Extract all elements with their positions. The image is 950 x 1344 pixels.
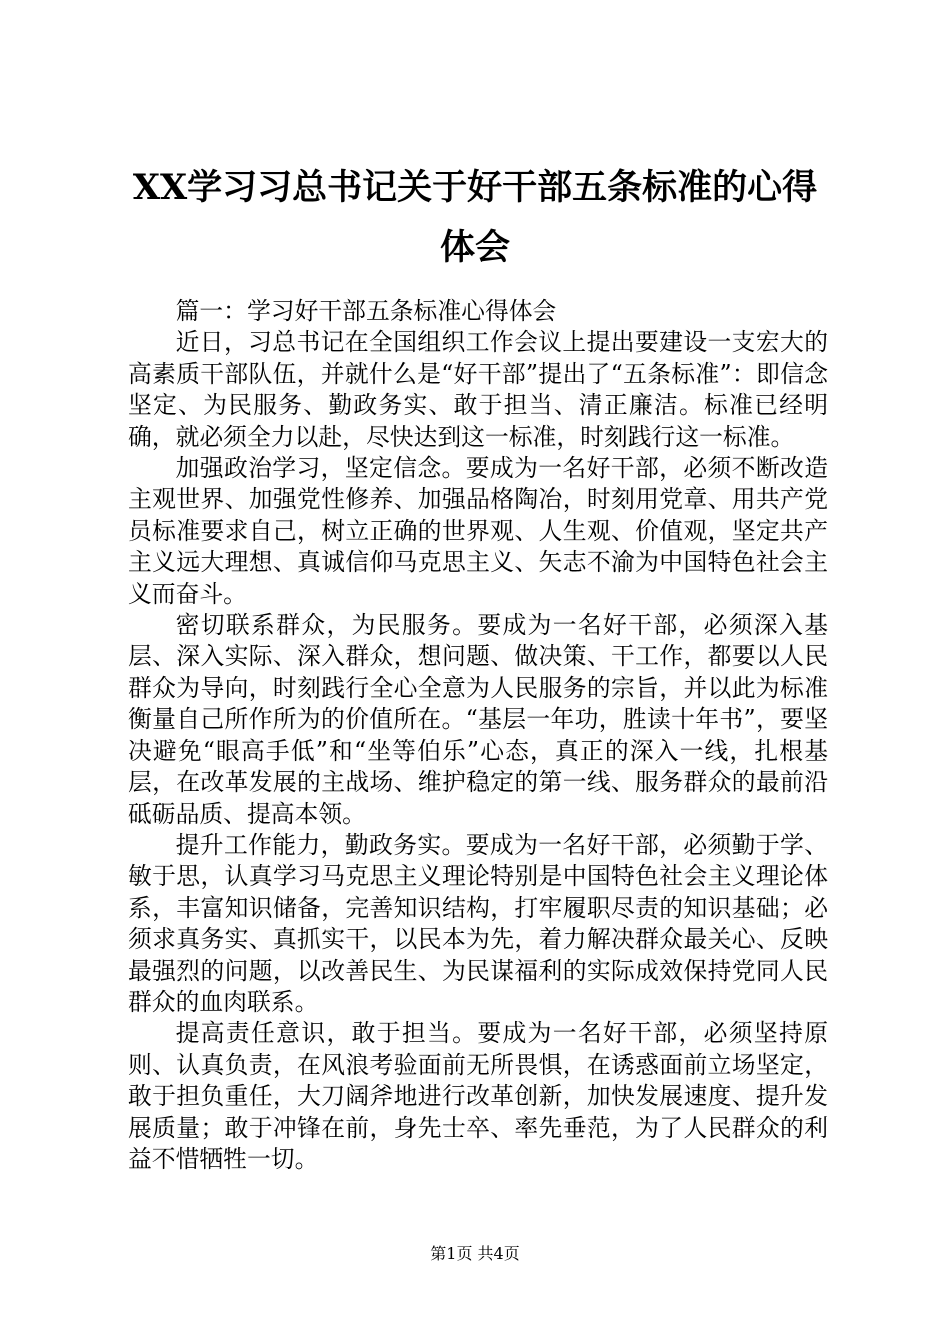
paragraph: 加强政治学习，坚定信念。要成为一名好干部，必须不断改造主观世界、加强党性修养、加强品格陶冶，时刻用党章、用共产党员标准要求自己，树立正确的世界观、人生观、价值观，坚定共产主义远大理想、真诚信仰马克思主义、矢志不渝为中国特色社会主义而奋斗。 [128,454,828,608]
page-footer: 第1页 共4页 [430,1244,520,1263]
paragraph: 提高责任意识，敢于担当。要成为一名好干部，必须坚持原则、认真负责，在风浪考验面前无所畏惧，在诱惑面前立场坚定，敢于担负重任，大刀阔斧地进行改革创新，加快发展速度、提升发展质量；敢于冲锋在前，身先士卒、率先垂范，为了人民群众的利益不惜牺牲一切。 [128,1019,828,1173]
paragraph: 密切联系群众，为民服务。要成为一名好干部，必须深入基层、深入实际、深入群众，想问题、做决策、干工作，都要以人民群众为导向，时刻践行全心全意为人民服务的宗旨，并以此为标准衡量自己所作所为的价值所在。“基层一年功，胜读十年书”，要坚决避免“眼高手低”和“坐等伯乐”心态，真正的深入一线，扎根基层，在改革发展的主战场、维护稳定的第一线、服务群众的最前沿砥砺品质、提高本领。 [128,611,828,828]
document-title: XX学习习总书记关于好干部五条标准的心得体会 [132,167,818,268]
paragraph: 提升工作能力，勤政务实。要成为一名好干部，必须勤于学、敏于思，认真学习马克思主义理论特别是中国特色社会主义理论体系，丰富知识储备，完善知识结构，打牢履职尽责的知识基础；必须求真务实、真抓实干，以民本为先，着力解决群众最关心、反映最强烈的问题，以改善民生、为民谋福利的实际成效保持党同人民群众的血肉联系。 [128,830,828,1016]
section-heading: 篇一：学习好干部五条标准心得体会 [175,297,557,325]
document-body [128,296,828,1175]
paragraph: 近日，习总书记在全国组织工作会议上提出要建设一支宏大的高素质干部队伍，并就什么是“好干部”提出了“五条标准”：即信念坚定、为民服务、勤政务实、敢于担当、清正廉洁。标准已经明确，就必须全力以赴，尽快达到这一标准，时刻践行这一标准。 [128,328,828,451]
